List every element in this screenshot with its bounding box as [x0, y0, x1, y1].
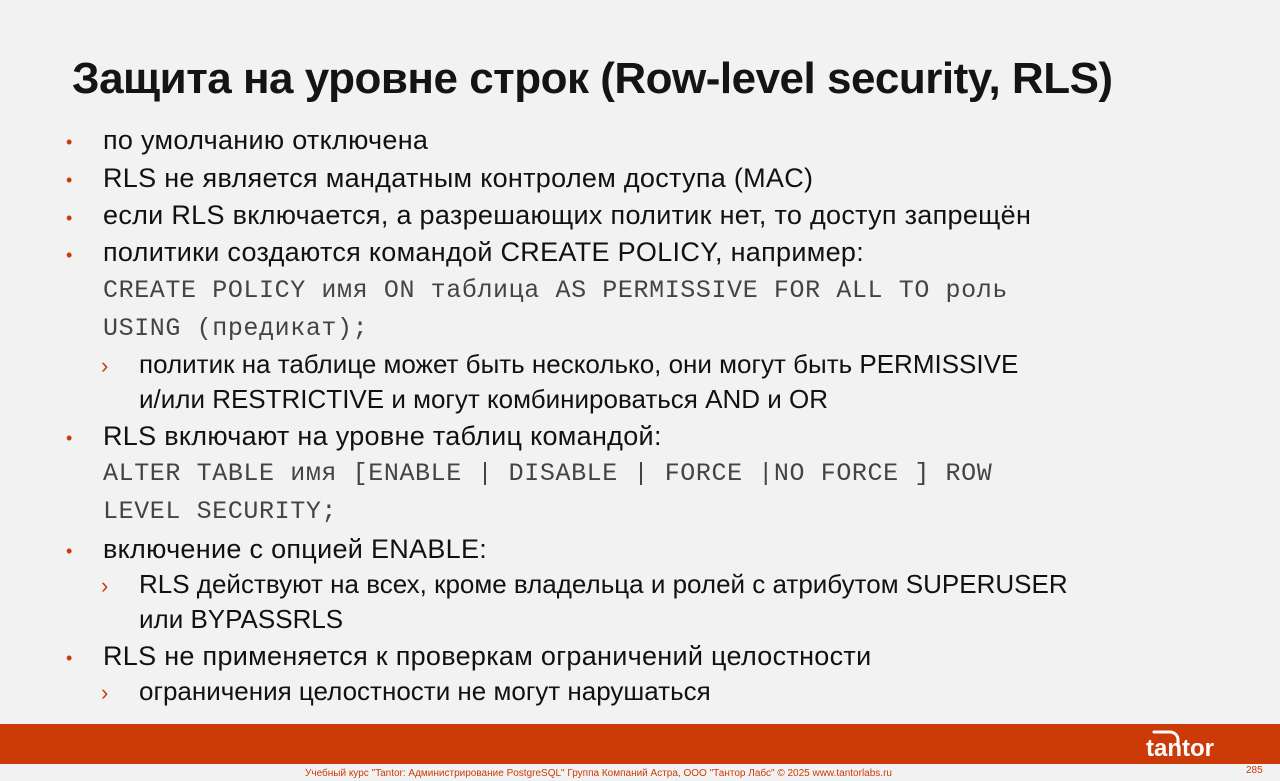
chevron-right-icon: ›	[101, 573, 109, 598]
sub-bullet-text: политик на таблице может быть несколько, они могут быть PERMISSIVE	[139, 349, 1019, 379]
code-line: LEVEL SECURITY;	[103, 497, 338, 526]
footer-course-text: Учебный курс "Tantor: Администрирование PostgreSQL" Группа Компаний Астра, ООО "Тантор Лабс" © 2025 www.tantorlabs.ru	[305, 768, 892, 779]
bullet-icon: •	[66, 208, 73, 228]
bullet-text: по умолчанию отключена	[103, 125, 429, 155]
footer-bar	[0, 724, 1280, 764]
bullet-text: RLS включают на уровне таблиц командой:	[103, 421, 662, 451]
sub-bullet-text: и/или RESTRICTIVE и могут комбинироваться AND и OR	[139, 384, 828, 414]
logo-text: tantor	[1146, 735, 1214, 762]
page-number: 285	[1246, 765, 1263, 776]
bullet-text: RLS не является мандатным контролем доступа (MAC)	[103, 163, 814, 193]
bullet-icon: •	[66, 245, 73, 265]
bullet-icon: •	[66, 170, 73, 190]
sub-bullet-text: RLS действуют на всех, кроме владельца и ролей с атрибутом SUPERUSER	[139, 569, 1068, 599]
bullet-icon: •	[66, 132, 73, 152]
bullet-icon: •	[66, 648, 73, 668]
tantor-logo	[1144, 730, 1234, 764]
code-line: USING (предикат);	[103, 314, 369, 343]
bullet-text: политики создаются командой CREATE POLICY, например:	[103, 237, 865, 267]
sub-bullet-text: ограничения целостности не могут нарушаться	[139, 676, 711, 706]
bullet-text: если RLS включается, а разрешающих политик нет, то доступ запрещён	[103, 200, 1032, 230]
slide-title: Защита на уровне строк (Row-level security, RLS)	[72, 54, 1113, 103]
code-line: CREATE POLICY имя ON таблица AS PERMISSIVE FOR ALL TO роль	[103, 276, 1008, 305]
sub-bullet-text: или BYPASSRLS	[139, 604, 344, 634]
bullet-icon: •	[66, 428, 73, 448]
bullet-text: RLS не применяется к проверкам ограничений целостности	[103, 641, 872, 671]
chevron-right-icon: ›	[101, 680, 109, 705]
bullet-text: включение с опцией ENABLE:	[103, 534, 488, 564]
bullet-icon: •	[66, 541, 73, 561]
code-line: ALTER TABLE имя [ENABLE | DISABLE | FORCE |NO FORCE ] ROW	[103, 459, 993, 488]
chevron-right-icon: ›	[101, 353, 109, 378]
